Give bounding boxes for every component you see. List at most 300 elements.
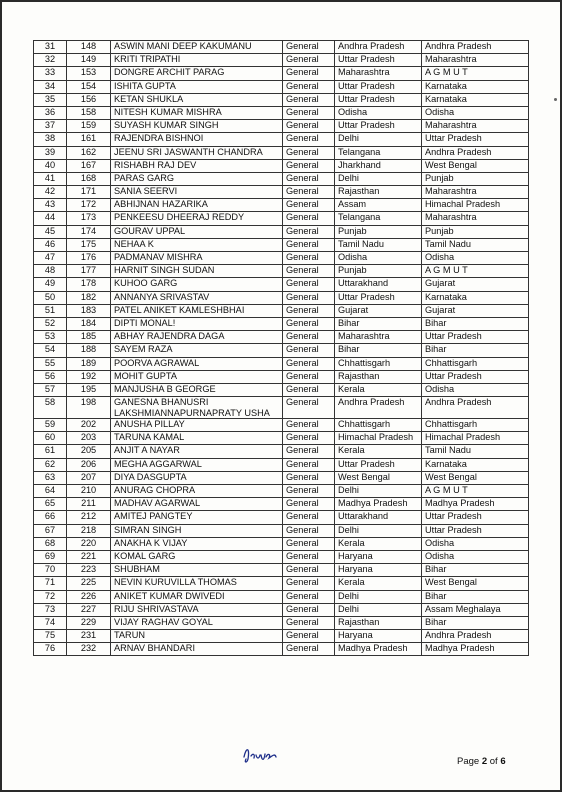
serial-number-cell: 41 — [34, 172, 67, 185]
allotted-cadre-cell: West Bengal — [422, 577, 529, 590]
allotted-cadre-cell: A G M U T — [422, 485, 529, 498]
table-row — [34, 212, 529, 225]
home-state-cell: Delhi — [335, 172, 422, 185]
category-cell: General — [283, 550, 335, 563]
rank-cell: 206 — [67, 458, 111, 471]
category-cell: General — [283, 419, 335, 432]
table-row — [34, 643, 529, 656]
serial-number-cell: 56 — [34, 370, 67, 383]
category-cell: General — [283, 616, 335, 629]
category-cell: General — [283, 252, 335, 265]
home-state-cell: Delhi — [335, 524, 422, 537]
home-state-cell: Kerala — [335, 577, 422, 590]
table-row — [34, 458, 529, 471]
allotted-cadre-cell: Uttar Pradesh — [422, 524, 529, 537]
rank-cell: 223 — [67, 564, 111, 577]
home-state-cell: Bihar — [335, 344, 422, 357]
rank-cell: 178 — [67, 278, 111, 291]
rank-cell: 202 — [67, 419, 111, 432]
candidate-name-cell: ANAKHA K VIJAY — [111, 537, 283, 550]
candidate-name-cell: KRITI TRIPATHI — [111, 54, 283, 67]
home-state-cell: Andhra Pradesh — [335, 41, 422, 54]
rank-cell: 159 — [67, 120, 111, 133]
allotted-cadre-cell: Madhya Pradesh — [422, 643, 529, 656]
home-state-cell: Uttar Pradesh — [335, 291, 422, 304]
table-row — [34, 344, 529, 357]
table-row — [34, 577, 529, 590]
allotted-cadre-cell: Gujarat — [422, 304, 529, 317]
table-row — [34, 278, 529, 291]
category-cell: General — [283, 225, 335, 238]
home-state-cell: Maharashtra — [335, 331, 422, 344]
serial-number-cell: 73 — [34, 603, 67, 616]
serial-number-cell: 34 — [34, 80, 67, 93]
home-state-cell: Himachal Pradesh — [335, 432, 422, 445]
table-row — [34, 564, 529, 577]
table-row — [34, 54, 529, 67]
serial-number-cell: 42 — [34, 186, 67, 199]
candidate-name-cell: DIYA DASGUPTA — [111, 471, 283, 484]
serial-number-cell: 38 — [34, 133, 67, 146]
table-row — [34, 265, 529, 278]
candidate-name-cell: SHUBHAM — [111, 564, 283, 577]
category-cell: General — [283, 458, 335, 471]
rank-cell: 203 — [67, 432, 111, 445]
candidate-name-cell: MANJUSHA B GEORGE — [111, 383, 283, 396]
table-row — [34, 603, 529, 616]
category-cell: General — [283, 278, 335, 291]
candidate-name-cell: ANNANYA SRIVASTAV — [111, 291, 283, 304]
category-cell: General — [283, 471, 335, 484]
serial-number-cell: 50 — [34, 291, 67, 304]
table-row — [34, 238, 529, 251]
home-state-cell: Uttar Pradesh — [335, 120, 422, 133]
candidate-name-cell: RISHABH RAJ DEV — [111, 159, 283, 172]
table-row — [34, 590, 529, 603]
allotted-cadre-cell: Assam Meghalaya — [422, 603, 529, 616]
candidate-name-cell: ABHAY RAJENDRA DAGA — [111, 331, 283, 344]
serial-number-cell: 54 — [34, 344, 67, 357]
allotted-cadre-cell: Bihar — [422, 616, 529, 629]
candidate-name-cell: TARUN — [111, 630, 283, 643]
serial-number-cell: 69 — [34, 550, 67, 563]
home-state-cell: Haryana — [335, 550, 422, 563]
home-state-cell: Odisha — [335, 252, 422, 265]
serial-number-cell: 74 — [34, 616, 67, 629]
rank-cell: 210 — [67, 485, 111, 498]
home-state-cell: Delhi — [335, 133, 422, 146]
home-state-cell: Madhya Pradesh — [335, 643, 422, 656]
home-state-cell: Punjab — [335, 265, 422, 278]
rank-cell: 175 — [67, 238, 111, 251]
home-state-cell: Gujarat — [335, 304, 422, 317]
home-state-cell: Punjab — [335, 225, 422, 238]
rank-cell: 148 — [67, 41, 111, 54]
allotted-cadre-cell: Bihar — [422, 317, 529, 330]
rank-cell: 189 — [67, 357, 111, 370]
allotted-cadre-cell: Odisha — [422, 106, 529, 119]
rank-cell: 185 — [67, 331, 111, 344]
category-cell: General — [283, 93, 335, 106]
category-cell: General — [283, 643, 335, 656]
rank-cell: 205 — [67, 445, 111, 458]
serial-number-cell: 33 — [34, 67, 67, 80]
serial-number-cell: 48 — [34, 265, 67, 278]
serial-number-cell: 60 — [34, 432, 67, 445]
rank-cell: 184 — [67, 317, 111, 330]
serial-number-cell: 70 — [34, 564, 67, 577]
table-row — [34, 383, 529, 396]
category-cell: General — [283, 445, 335, 458]
table-row — [34, 357, 529, 370]
rank-cell: 168 — [67, 172, 111, 185]
candidate-name-cell: GOURAV UPPAL — [111, 225, 283, 238]
home-state-cell: Andhra Pradesh — [335, 397, 422, 419]
home-state-cell: Maharashtra — [335, 67, 422, 80]
serial-number-cell: 43 — [34, 199, 67, 212]
candidate-name-cell: TARUNA KAMAL — [111, 432, 283, 445]
table-row — [34, 471, 529, 484]
category-cell: General — [283, 146, 335, 159]
home-state-cell: Delhi — [335, 603, 422, 616]
serial-number-cell: 39 — [34, 146, 67, 159]
allotted-cadre-cell: Chhattisgarh — [422, 419, 529, 432]
rank-cell: 154 — [67, 80, 111, 93]
category-cell: General — [283, 317, 335, 330]
page-number: Page 2 of 6 — [457, 756, 506, 767]
category-cell: General — [283, 432, 335, 445]
rank-cell: 173 — [67, 212, 111, 225]
rank-cell: 183 — [67, 304, 111, 317]
rank-cell: 232 — [67, 643, 111, 656]
category-cell: General — [283, 344, 335, 357]
table-row — [34, 93, 529, 106]
rank-cell: 192 — [67, 370, 111, 383]
table-row — [34, 80, 529, 93]
table-row — [34, 498, 529, 511]
serial-number-cell: 58 — [34, 397, 67, 419]
rank-cell: 195 — [67, 383, 111, 396]
allotted-cadre-cell: Uttar Pradesh — [422, 331, 529, 344]
home-state-cell: Uttar Pradesh — [335, 80, 422, 93]
rank-cell: 188 — [67, 344, 111, 357]
allotted-cadre-cell: Uttar Pradesh — [422, 133, 529, 146]
serial-number-cell: 76 — [34, 643, 67, 656]
home-state-cell: Assam — [335, 199, 422, 212]
serial-number-cell: 52 — [34, 317, 67, 330]
category-cell: General — [283, 511, 335, 524]
table-row — [34, 630, 529, 643]
candidate-name-cell: KOMAL GARG — [111, 550, 283, 563]
category-cell: General — [283, 80, 335, 93]
home-state-cell: Telangana — [335, 146, 422, 159]
rank-cell: 198 — [67, 397, 111, 419]
serial-number-cell: 45 — [34, 225, 67, 238]
candidate-name-cell: AMITEJ PANGTEY — [111, 511, 283, 524]
candidate-name-cell: NEVIN KURUVILLA THOMAS — [111, 577, 283, 590]
allotted-cadre-cell: Maharashtra — [422, 186, 529, 199]
category-cell: General — [283, 172, 335, 185]
home-state-cell: Tamil Nadu — [335, 238, 422, 251]
rank-cell: 156 — [67, 93, 111, 106]
category-cell: General — [283, 106, 335, 119]
category-cell: General — [283, 159, 335, 172]
allotted-cadre-cell: Bihar — [422, 590, 529, 603]
allotted-cadre-cell: Gujarat — [422, 278, 529, 291]
allotted-cadre-cell: Karnataka — [422, 458, 529, 471]
category-cell: General — [283, 603, 335, 616]
signature-mark — [238, 743, 282, 767]
serial-number-cell: 37 — [34, 120, 67, 133]
candidate-name-cell: SAYEM RAZA — [111, 344, 283, 357]
candidate-name-cell: DIPTI MONAL! — [111, 317, 283, 330]
home-state-cell: Telangana — [335, 212, 422, 225]
rank-cell: 231 — [67, 630, 111, 643]
rank-cell: 226 — [67, 590, 111, 603]
table-body — [34, 41, 529, 656]
candidate-name-cell: RAJENDRA BISHNOI — [111, 133, 283, 146]
rank-cell: 153 — [67, 67, 111, 80]
allotted-cadre-cell: A G M U T — [422, 265, 529, 278]
category-cell: General — [283, 383, 335, 396]
allotted-cadre-cell: Odisha — [422, 537, 529, 550]
category-cell: General — [283, 304, 335, 317]
rank-cell: 162 — [67, 146, 111, 159]
rank-cell: 172 — [67, 199, 111, 212]
serial-number-cell: 71 — [34, 577, 67, 590]
table-row — [34, 445, 529, 458]
candidate-name-cell: DONGRE ARCHIT PARAG — [111, 67, 283, 80]
category-cell: General — [283, 524, 335, 537]
home-state-cell: Uttar Pradesh — [335, 458, 422, 471]
category-cell: General — [283, 238, 335, 251]
home-state-cell: Kerala — [335, 383, 422, 396]
home-state-cell: Rajasthan — [335, 186, 422, 199]
allotted-cadre-cell: Bihar — [422, 344, 529, 357]
allotted-cadre-cell: Andhra Pradesh — [422, 146, 529, 159]
table-row — [34, 186, 529, 199]
category-cell: General — [283, 357, 335, 370]
category-cell: General — [283, 577, 335, 590]
allotted-cadre-cell: Maharashtra — [422, 54, 529, 67]
rank-cell: 158 — [67, 106, 111, 119]
rank-cell: 225 — [67, 577, 111, 590]
rank-cell: 167 — [67, 159, 111, 172]
allotted-cadre-cell: Odisha — [422, 383, 529, 396]
rank-cell: 207 — [67, 471, 111, 484]
category-cell: General — [283, 630, 335, 643]
serial-number-cell: 75 — [34, 630, 67, 643]
candidate-name-cell: PENKEESU DHEERAJ REDDY — [111, 212, 283, 225]
category-cell: General — [283, 331, 335, 344]
table-row — [34, 419, 529, 432]
candidate-name-cell: POORVA AGRAWAL — [111, 357, 283, 370]
serial-number-cell: 53 — [34, 331, 67, 344]
serial-number-cell: 65 — [34, 498, 67, 511]
candidate-name-cell: VIJAY RAGHAV GOYAL — [111, 616, 283, 629]
serial-number-cell: 32 — [34, 54, 67, 67]
candidate-name-cell: NEHAA K — [111, 238, 283, 251]
candidate-name-cell: JEENU SRI JASWANTH CHANDRA — [111, 146, 283, 159]
candidate-name-cell: GANESNA BHANUSRI LAKSHMIANNAPURNAPRATY USHA — [111, 397, 283, 419]
allotted-cadre-cell: Tamil Nadu — [422, 445, 529, 458]
home-state-cell: Kerala — [335, 445, 422, 458]
table-row — [34, 537, 529, 550]
category-cell: General — [283, 212, 335, 225]
allotted-cadre-cell: Bihar — [422, 564, 529, 577]
allotted-cadre-cell: Karnataka — [422, 80, 529, 93]
table-row — [34, 616, 529, 629]
table-row — [34, 304, 529, 317]
candidate-name-cell: ANURAG CHOPRA — [111, 485, 283, 498]
category-cell: General — [283, 537, 335, 550]
candidate-name-cell: ARNAV BHANDARI — [111, 643, 283, 656]
home-state-cell: Madhya Pradesh — [335, 498, 422, 511]
category-cell: General — [283, 133, 335, 146]
home-state-cell: Haryana — [335, 630, 422, 643]
serial-number-cell: 55 — [34, 357, 67, 370]
home-state-cell: Chhattisgarh — [335, 419, 422, 432]
rank-cell: 220 — [67, 537, 111, 550]
allotted-cadre-cell: Himachal Pradesh — [422, 432, 529, 445]
category-cell: General — [283, 67, 335, 80]
rank-cell: 149 — [67, 54, 111, 67]
candidate-name-cell: ABHIJNAN HAZARIKA — [111, 199, 283, 212]
rank-cell: 227 — [67, 603, 111, 616]
category-cell: General — [283, 199, 335, 212]
table-row — [34, 120, 529, 133]
home-state-cell: Uttarakhand — [335, 278, 422, 291]
category-cell: General — [283, 370, 335, 383]
allotted-cadre-cell: Maharashtra — [422, 120, 529, 133]
table-row — [34, 172, 529, 185]
allotted-cadre-cell: Tamil Nadu — [422, 238, 529, 251]
allotted-cadre-cell: Odisha — [422, 252, 529, 265]
category-cell: General — [283, 564, 335, 577]
home-state-cell: Haryana — [335, 564, 422, 577]
table-row — [34, 550, 529, 563]
rank-cell: 174 — [67, 225, 111, 238]
allotted-cadre-cell: Punjab — [422, 172, 529, 185]
rank-cell: 177 — [67, 265, 111, 278]
serial-number-cell: 57 — [34, 383, 67, 396]
allotted-cadre-cell: Uttar Pradesh — [422, 370, 529, 383]
serial-number-cell: 40 — [34, 159, 67, 172]
rank-cell: 182 — [67, 291, 111, 304]
table-row — [34, 331, 529, 344]
candidate-name-cell: SIMRAN SINGH — [111, 524, 283, 537]
candidate-name-cell: PADMANAV MISHRA — [111, 252, 283, 265]
category-cell: General — [283, 291, 335, 304]
allotted-cadre-cell: Karnataka — [422, 291, 529, 304]
home-state-cell: Odisha — [335, 106, 422, 119]
table-row — [34, 485, 529, 498]
table-row — [34, 524, 529, 537]
allotted-cadre-cell: West Bengal — [422, 471, 529, 484]
candidate-name-cell: MEGHA AGGARWAL — [111, 458, 283, 471]
serial-number-cell: 59 — [34, 419, 67, 432]
allotted-cadre-cell: Karnataka — [422, 93, 529, 106]
category-cell: General — [283, 397, 335, 419]
candidate-name-cell: SANIA SEERVI — [111, 186, 283, 199]
category-cell: General — [283, 54, 335, 67]
candidate-name-cell: KUHOO GARG — [111, 278, 283, 291]
rank-cell: 218 — [67, 524, 111, 537]
rank-cell: 229 — [67, 616, 111, 629]
allotted-cadre-cell: Madhya Pradesh — [422, 498, 529, 511]
category-cell: General — [283, 265, 335, 278]
candidate-name-cell: ANIKET KUMAR DWIVEDI — [111, 590, 283, 603]
allotted-cadre-cell: Andhra Pradesh — [422, 630, 529, 643]
table-row — [34, 67, 529, 80]
scan-mark — [554, 98, 557, 101]
candidate-name-cell: HARNIT SINGH SUDAN — [111, 265, 283, 278]
serial-number-cell: 36 — [34, 106, 67, 119]
serial-number-cell: 49 — [34, 278, 67, 291]
category-cell: General — [283, 485, 335, 498]
category-cell: General — [283, 590, 335, 603]
allotted-cadre-cell: Andhra Pradesh — [422, 397, 529, 419]
candidate-name-cell: RIJU SHRIVASTAVA — [111, 603, 283, 616]
table-row — [34, 146, 529, 159]
table-row — [34, 397, 529, 419]
serial-number-cell: 72 — [34, 590, 67, 603]
table-row — [34, 317, 529, 330]
candidate-name-cell: ASWIN MANI DEEP KAKUMANU — [111, 41, 283, 54]
table-row — [34, 432, 529, 445]
serial-number-cell: 44 — [34, 212, 67, 225]
serial-number-cell: 31 — [34, 41, 67, 54]
allotted-cadre-cell: Maharashtra — [422, 212, 529, 225]
category-cell: General — [283, 498, 335, 511]
candidate-name-cell: MADHAV AGARWAL — [111, 498, 283, 511]
rank-cell: 176 — [67, 252, 111, 265]
allotted-cadre-cell: Andhra Pradesh — [422, 41, 529, 54]
candidate-name-cell: KETAN SHUKLA — [111, 93, 283, 106]
allotted-cadre-cell: Himachal Pradesh — [422, 199, 529, 212]
allotted-cadre-cell: Odisha — [422, 550, 529, 563]
table-row — [34, 41, 529, 54]
candidate-name-cell: ISHITA GUPTA — [111, 80, 283, 93]
table-row — [34, 511, 529, 524]
category-cell: General — [283, 41, 335, 54]
serial-number-cell: 68 — [34, 537, 67, 550]
candidate-name-cell: ANJIT A NAYAR — [111, 445, 283, 458]
allotted-cadre-cell: West Bengal — [422, 159, 529, 172]
rank-cell: 161 — [67, 133, 111, 146]
table-row — [34, 159, 529, 172]
serial-number-cell: 67 — [34, 524, 67, 537]
table-row — [34, 291, 529, 304]
home-state-cell: Uttar Pradesh — [335, 54, 422, 67]
rank-cell: 221 — [67, 550, 111, 563]
category-cell: General — [283, 186, 335, 199]
table-row — [34, 106, 529, 119]
candidate-name-cell: PARAS GARG — [111, 172, 283, 185]
home-state-cell: Delhi — [335, 485, 422, 498]
serial-number-cell: 61 — [34, 445, 67, 458]
home-state-cell: Uttarakhand — [335, 511, 422, 524]
allocation-table — [33, 40, 529, 656]
candidate-name-cell: NITESH KUMAR MISHRA — [111, 106, 283, 119]
home-state-cell: West Bengal — [335, 471, 422, 484]
serial-number-cell: 62 — [34, 458, 67, 471]
home-state-cell: Bihar — [335, 317, 422, 330]
serial-number-cell: 47 — [34, 252, 67, 265]
serial-number-cell: 51 — [34, 304, 67, 317]
candidate-name-cell: ANUSHA PILLAY — [111, 419, 283, 432]
rank-cell: 211 — [67, 498, 111, 511]
